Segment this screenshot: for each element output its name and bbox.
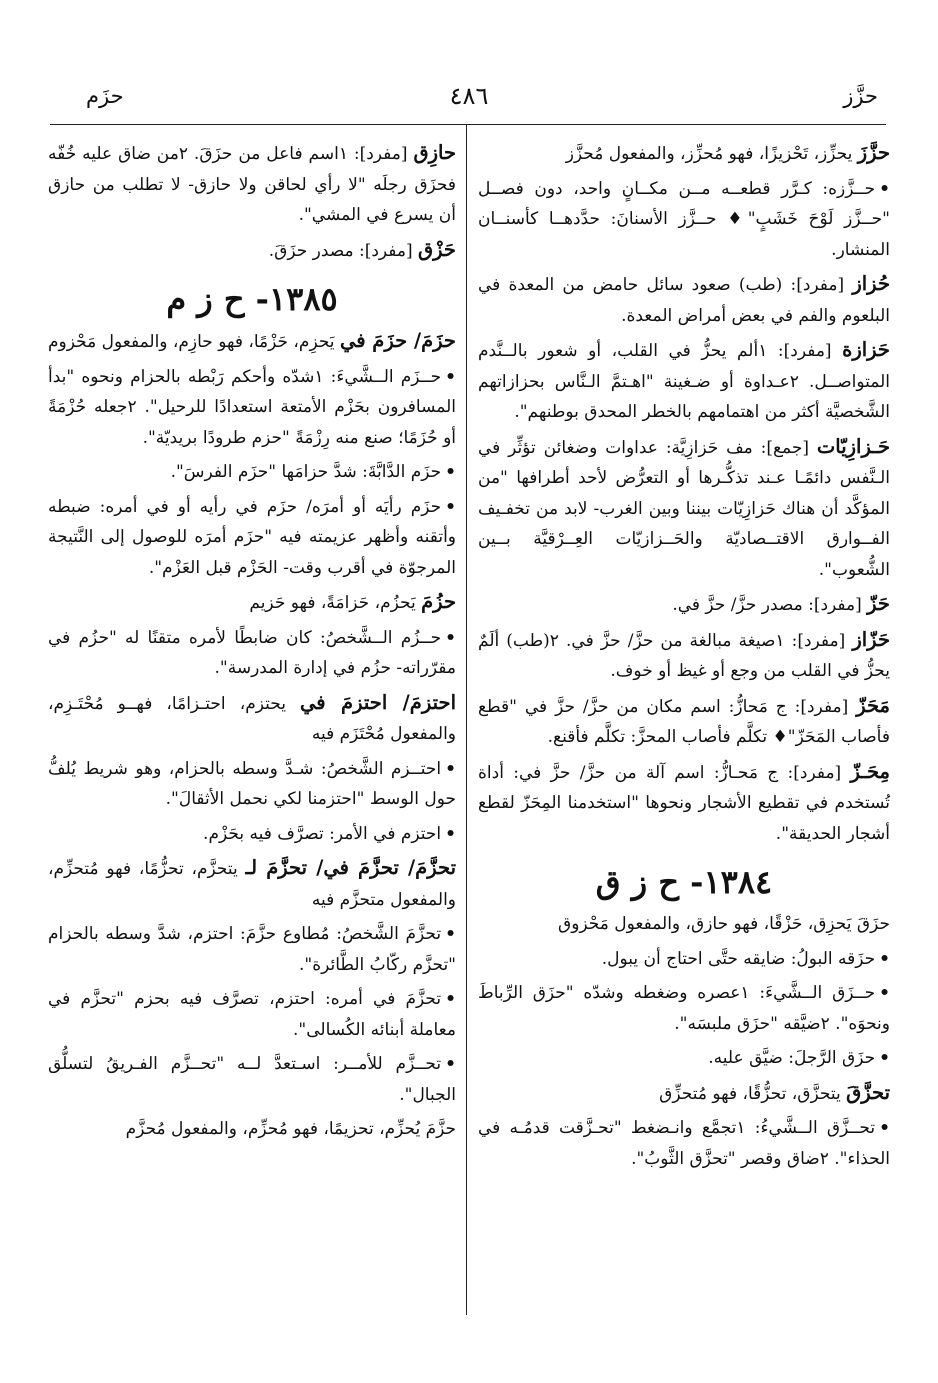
root-heading: ١٣٨٥- ح ز م xyxy=(166,280,338,318)
root-heading: ١٣٨٤- ح ز ق xyxy=(595,863,773,901)
dictionary-entry xyxy=(48,587,456,619)
entry-text: احتــزم الشَّخصُ: شـدَّ وسطه بالحزام، وهو شريط يُلفُّ حول الوسط "احتزمنا لكي نحمل الأثقالَ". xyxy=(48,758,456,809)
entry-text: تحــزَّق الــشَّيءُ: ١تجمَّع وانـضغط "تحـزَّقت قدمُـه في الحذاء". ٢ضاق وقصر "تحزَّق الثَّوبُ". xyxy=(478,1118,890,1169)
bullet-marker: • xyxy=(445,924,456,944)
bullet-marker: • xyxy=(879,1048,890,1068)
bullet-marker: • xyxy=(445,823,456,844)
entry-text: يَحزُم، حَزامَةً، فهو حَزيم xyxy=(249,593,422,613)
entry-text: حزَم الدَّابَّةَ: شدَّ حزامَها "حزَم الفرسَ". xyxy=(170,462,442,482)
entry-text: يتحزَّم، تحزُّمًا، فهو مُتحزِّم، والمفعول متحزَّم فيه xyxy=(48,859,456,910)
dictionary-entry xyxy=(48,326,456,358)
sense-line xyxy=(48,984,456,1045)
bullet-marker: • xyxy=(445,758,456,779)
entry-text: تحــزَّم للأمــر: اسـتعدَّ لــه "تحــزَّم الفـريقُ لتسلُّق الجبال". xyxy=(48,1054,456,1105)
headword: حُزاز xyxy=(852,272,890,295)
entry-text: يتحزَّق، تحزُّقًا، فهو مُتحزِّق xyxy=(659,1083,847,1104)
sense-line xyxy=(478,978,890,1039)
headword: مَحَزّ xyxy=(856,693,890,717)
entry-text: احتزم في الأمر: تصرَّف فيه بحَزْم. xyxy=(203,823,442,844)
entry-text: حــزَّزه: كـرَّر قطعــه مــن مكــانٍ واحد، دون فصــل "حــزَّز لَوْحَ خَشَبٍ"♦ حــزَّز الأسنانَ: حدَّدهــا كأسنــان المنشار. xyxy=(478,178,890,260)
dictionary-entry xyxy=(478,625,890,687)
dictionary-entry xyxy=(478,1078,890,1110)
dictionary-entry xyxy=(478,691,890,753)
headword: تحزَّمَ/ تحزَّمَ في/ تحزَّمَ لـ xyxy=(245,856,456,879)
page-number: ٤٨٦ xyxy=(449,82,489,110)
dictionary-entry xyxy=(478,757,890,850)
entry-text: [مفرد]: ج مَحـازُّ: اسم آلة من حزَّ/ حزَّ في: أداة تُستخدم في تقطيع الأشجار ونحوها "استخدمنا المِحَزّ لقطع أشجار الحديقة". xyxy=(478,762,890,844)
right-column xyxy=(478,138,890,1178)
bullet-marker: • xyxy=(879,983,890,1003)
entry-text: [جمع]: مف حَزازِيَّة: عداوات وضغائن تؤثِّر في الـنَّفس دائمًـا عـند تذكُّـرها أو التعرُّض لأحد أطرافها "من المؤكَّد أن هناك حَزازِيّات بيننا وبين الغرب- لابد من تخفـيف الفــوارق الاقتــصاديّة والحَــزازيّات العِــرْقيَّة بــين الشُّعوب". xyxy=(478,437,890,580)
sense-line xyxy=(48,1049,456,1110)
sense-line xyxy=(478,944,890,975)
bullet-marker: • xyxy=(445,366,456,387)
sense-line xyxy=(48,754,456,815)
headword: حَـزازِيّات xyxy=(816,434,890,458)
sense-line xyxy=(48,623,456,684)
headword: تحزَّقَ xyxy=(846,1080,890,1104)
dictionary-entry xyxy=(478,138,890,170)
entry-text: حزَقَ يَحزِق، حَزْقًا، فهو حازق، والمفعول مَحْزوق xyxy=(558,914,890,934)
entry-text: تحزَّمَ الشَّخصُ: مُطاوع حزَّمَ: احتزم، شدَّ وسطه بالحزام "تحزَّم ركّابُ الطَّائرة". xyxy=(48,924,456,975)
sense-line xyxy=(48,362,456,454)
left-column xyxy=(48,138,456,1149)
entry-text: [مفرد]: ١ألم يحزُّ في القلب، أو شعور بالــنَّدم المتواصــل. ٢عـداوة أو ضـغينة "اهـتمَّ الـنَّاس بحزازاتهم الشَّخصيَّة أكثر من اهتمامهم بالخطر المحدق بوطنهم". xyxy=(478,341,890,422)
entry-text: [مفرد]: (طب) صعود سائل حامض من المعدة في البلعوم والفم في بعض أمراض المعدة. xyxy=(478,275,890,326)
headword: حازِق xyxy=(413,141,456,164)
entry-text: حزَم رأيَه أو أمرَه/ حزَم في رأيه أو في أمره: ضبطه وأتقنه وأظهر عزيمته فيه "حزَم أمرَه للوصول إلى النَّتيجة المرجوّة في أقرب وقت- الحَزْم قبل العَزْم". xyxy=(48,496,456,578)
column-divider xyxy=(466,125,467,1315)
dictionary-entry xyxy=(48,235,456,267)
entry-text: [مفرد]: مصدر حزَقَ. xyxy=(268,240,419,261)
sense-line xyxy=(48,819,456,850)
dictionary-entry xyxy=(48,853,456,915)
bullet-marker: • xyxy=(445,1054,456,1074)
entry-text: يحتزم، احتـزامًا، فهــو مُحْتَـزِم، والمفعول مُحْتَزَم فيه xyxy=(48,693,456,744)
entry-text: حزَق الرَّجلَ: ضيَّق عليه. xyxy=(708,1048,876,1068)
headword: حَزّ xyxy=(867,592,890,615)
entry-text: تحزَّمَ في أمره: احتزم، تصرَّف فيه بحزم "تحزَّم في معاملة أبنائه الكُسالى". xyxy=(48,989,456,1040)
bullet-marker: • xyxy=(879,178,890,199)
entry-text: [مفرد]: مصدر حزَّ/ حزَّ في. xyxy=(672,595,868,615)
dictionary-entry xyxy=(48,1114,456,1145)
dictionary-entry xyxy=(478,589,890,621)
entry-text: حزَّمَ يُحزِّم، تحزيمًا، فهو مُحزِّم، والمفعول مُحزَّم xyxy=(125,1119,456,1139)
dictionary-entry xyxy=(478,432,890,586)
bullet-marker: • xyxy=(445,496,456,517)
headword: حَزازة xyxy=(842,338,890,361)
entry-text: يَحزِم، حَزْمًا، فهو حازِم، والمفعول مَحْزوم xyxy=(48,332,340,352)
entry-text: حــزُم الــشَّخصُ: كان ضابطًا لأمره متقنًا له "حزُم في مقرّراته- حزُم في إدارة المدرسة". xyxy=(48,627,456,678)
headword: احتزمَ/ احتزمَ في xyxy=(300,690,456,714)
sense-line xyxy=(48,492,456,584)
sense-line xyxy=(478,1113,890,1174)
running-head-right: حزَّز xyxy=(843,84,878,108)
sense-line xyxy=(48,919,456,980)
entry-text: يحزِّز، تَحْزيزًا، فهو مُحزِّز، والمفعول مُحزَّز xyxy=(565,144,858,164)
sense-line xyxy=(478,1043,890,1074)
dictionary-entry xyxy=(478,269,890,331)
headword: مِحَـزّ xyxy=(850,759,890,783)
bullet-marker: • xyxy=(445,989,456,1009)
headword: حزَمَ/ حزَمَ في xyxy=(339,329,456,352)
entry-text: حزَقه البولُ: ضايقه حتَّى احتاج أن يبول. xyxy=(601,948,876,969)
entry-text: [مفرد]: ١صيغة مبالغة من حزَّ/ حزَّ في. ٢(طب) ألَمٌ يحزُّ في القلب من وجع أو غيظ أو خوف. xyxy=(478,630,890,681)
dictionary-entry xyxy=(478,909,890,940)
headword: حَزّاز xyxy=(852,627,890,651)
entry-text: حــزَم الــشَّيءَ: ١شدّه وأحكم رَبْطه بالحزام ونحوه "بدأ المسافرون بحَزْم الأمتعة استعدادًا للرحيل". ٢جعله حُزْمَةً أو حُزَمًا؛ صنع منه رِزْمَةً "حزم طرودًا بريديّة". xyxy=(48,366,457,448)
dictionary-entry xyxy=(48,688,456,750)
sense-line xyxy=(478,174,890,266)
headword: حزَّزَ xyxy=(857,141,890,164)
headword: حَزْق xyxy=(418,237,456,261)
sense-line xyxy=(48,457,456,488)
page-header xyxy=(0,78,938,118)
entry-text: حــزَق الــشَّيءَ: ١عصره وضغطه وشدّه "حزَق الرِّباطَ ونحوَه". ٢ضيَّقه "حزَق ملبسَه". xyxy=(478,983,890,1034)
bullet-marker: • xyxy=(879,948,890,969)
dictionary-entry xyxy=(478,335,890,428)
header-rule xyxy=(50,124,886,125)
entry-text: [مفرد]: ١اسم فاعل من حزَقَ. ٢من ضاق عليه خُفّه فحزَق رجلَه "لا رأي لحاقن ولا حازق- لا تطلب من حازق أن يسرع في المشي". xyxy=(48,144,456,225)
dictionary-entry xyxy=(48,138,456,231)
bullet-marker: • xyxy=(445,627,456,648)
bullet-marker: • xyxy=(445,462,456,482)
running-head-left: حزَم xyxy=(86,84,124,108)
headword: حزُمَ xyxy=(421,590,456,613)
bullet-marker: • xyxy=(879,1118,890,1138)
entry-text: [مفرد]: ج مَحازُّ: اسم مكان من حزَّ/ حزَّ في "قطع فأصاب المَحَزّ"♦ تكلَّم فأصاب المحزَّ: تكلَّم فأقنع. xyxy=(478,696,890,747)
